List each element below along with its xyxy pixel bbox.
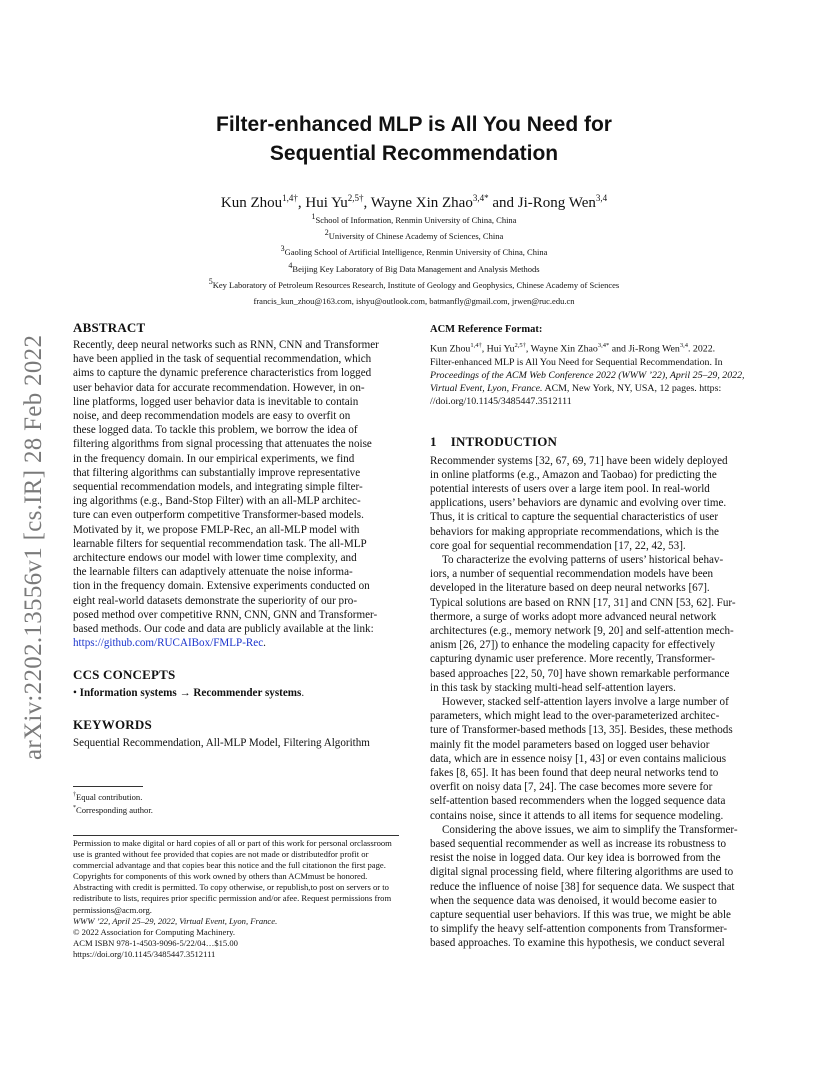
footnote-mark: * <box>73 804 76 811</box>
acm-publisher: ACM, New York, NY, USA, 12 pages. https: <box>542 383 722 395</box>
acm-ref-line: Filter-enhanced MLP is All You Need for Sequential Recommendation. In <box>430 356 723 368</box>
text-line: core goal for sequential recommendation [17, 22, 42, 53]. <box>430 539 686 552</box>
text-line: when the sequence data was denoised, it would become easier to <box>430 894 717 907</box>
text-line: to simplify the heavy self-attention components from Transformer- <box>430 923 728 936</box>
acm-author: , Hui Yu <box>481 343 515 355</box>
text-line: mainly fit the model parameters based on logged user behavior <box>430 738 710 751</box>
section-title: INTRODUCTION <box>450 433 558 449</box>
acm-ref-line[interactable]: //doi.org/10.1145/3485447.3512111 <box>430 396 572 408</box>
text-line: Considering the above issues, we aim to simplify the Transformer- <box>442 823 738 836</box>
ccs-heading: CCS CONCEPTS <box>73 667 176 683</box>
affil-text: Gaoling School of Artificial Intelligence, Renmin University of China, China <box>284 247 548 258</box>
affil-sup: 4 <box>288 260 293 270</box>
author-affil-sup: 3,4* <box>472 193 489 203</box>
intro-paragraph-1 <box>430 454 760 553</box>
text-line: to post on servers or to redistribute to lists, requires prior specific permission and/or a <box>73 882 389 904</box>
affil-sup: 2 <box>324 228 329 238</box>
abstract-body <box>73 338 399 636</box>
affil-sup: 3 <box>280 244 285 254</box>
venue-line: WWW ’22, April 25–29, 2022, Virtual Event, Lyon, France. <box>73 915 278 926</box>
intro-paragraph-3 <box>430 695 760 823</box>
author-name: , Wayne Xin Zhao <box>363 195 473 211</box>
text-line: learnable filters for sequential recommendation task. The all-MLP <box>73 537 367 550</box>
permission-text <box>73 838 403 916</box>
title-line-2: Sequential Recommendation <box>269 142 559 165</box>
text-line: have been applied in the task of sequential recommendation, which <box>73 353 372 366</box>
arxiv-stamp <box>20 300 50 760</box>
acm-ref-line: Proceedings of the ACM Web Conference 2022 (WWW ’22), April 25–29, 2022, <box>430 369 745 381</box>
doi-line[interactable]: https://doi.org/10.1145/3485447.3512111 <box>73 948 216 959</box>
ccs-concepts <box>73 686 399 700</box>
copyright-line: © 2022 Association for Computing Machinery. <box>73 926 236 937</box>
text-line: digital signal processing field, where filtering algorithms are used to <box>430 866 734 879</box>
affiliations <box>0 212 828 309</box>
footnote-mark: † <box>73 792 76 798</box>
text-line: filtering algorithms from signal processing that attenuates the noise <box>73 438 372 451</box>
text-line: Recommender systems [32, 67, 69, 71] have been widely deployed <box>430 454 728 467</box>
text-line: potential interests of users over a large item pool. In real-world <box>430 482 710 495</box>
text-line: parameters, which might lead to the over-parameterized architec- <box>430 710 720 723</box>
text-line: based sequential recommender as well as increase its robustness to <box>430 838 727 850</box>
affil-sup: 1 <box>311 212 316 222</box>
acm-year: . 2022. <box>687 343 716 355</box>
text-line: fee. Request permissions from permissions@acm.org. <box>73 893 392 915</box>
acm-sup: 3,4* <box>597 342 610 350</box>
link-suffix: . <box>263 637 266 650</box>
affil-text: Key Laboratory of Petroleum Resources Research, Institute of Geology and Geophysics, Chinese Academy of Sciences <box>212 279 620 290</box>
text-line: in this task by stacking multi-head self-attention layers. <box>430 681 676 694</box>
text-line: line platforms, logged user behavior data is inevitable to contain <box>73 395 359 408</box>
text-line: posed method over competitive RNN, CNN, GNN and Transformer- <box>73 608 378 621</box>
email-line: francis_kun_zhou@163.com, ishyu@outlook.com, batmanfly@gmail.com, jrwen@ruc.edu.cn <box>253 296 575 307</box>
text-line: applications, users’ behaviors are dynamic and evolving over time. <box>430 497 727 510</box>
text-line: eight real-world datasets demonstrate the superiority of our pro- <box>73 594 358 607</box>
text-line: tion in the frequency domain. Extensive experiments conducted on <box>73 580 370 593</box>
text-line: based methods. Our code and data are publicly available at the link: <box>73 623 374 636</box>
author-name: Kun Zhou <box>220 195 283 211</box>
text-line: overfit on noisy data [7, 24]. The case becomes more severe for <box>430 781 713 794</box>
acm-reference <box>430 339 760 408</box>
acm-author: , Wayne Xin Zhao <box>525 343 598 355</box>
intro-paragraph-4 <box>430 823 760 951</box>
text-line: ture can even outperform competitive Transformer-based models. <box>73 509 364 522</box>
text-line: that filtering algorithms can substantially improve representative <box>73 466 361 479</box>
bullet-icon: • <box>73 687 77 700</box>
footnote-rule <box>73 786 143 787</box>
acm-venue: Virtual Event, Lyon, France. <box>430 383 543 395</box>
text-line: developed in the literature based on deep neural networks [67]. <box>430 582 710 595</box>
text-line: for profit or commercial advantage and that copies bear this notice and the full citation <box>73 849 369 871</box>
text-line: capturing dynamic user preference. More recently, Transformer- <box>430 653 715 666</box>
text-line: ture of Transformer-based methods [13, 35]. Besides, these methods <box>430 724 733 737</box>
paper-title <box>0 110 828 168</box>
affiliation-line <box>0 244 828 260</box>
text-line: aims to capture the dynamic preference characteristics from logged <box>73 367 372 380</box>
author-affil-sup: 1,4† <box>282 193 298 203</box>
author-name: , Hui Yu <box>297 195 348 211</box>
text-line: iors, a number of sequential recommendation models have been <box>430 568 714 581</box>
github-link[interactable]: https://github.com/RUCAIBox/FMLP-Rec <box>73 637 264 650</box>
intro-paragraph-2 <box>430 553 760 695</box>
section-number: 1 <box>430 433 437 449</box>
text-line: ing algorithms (e.g., Band-Stop Filter) with an all-MLP architec- <box>73 495 361 508</box>
abstract-heading: ABSTRACT <box>73 320 146 335</box>
text-line: reduce the influence of noise [38] for sequence data. We suspect that <box>430 880 735 893</box>
text-line: To characterize the evolving patterns of users’ historical behav- <box>442 553 724 566</box>
acm-ref-heading: ACM Reference Format: <box>430 324 543 335</box>
text-line: architectures (e.g., memory network [9, 20] and self-attention mech- <box>430 624 734 637</box>
acm-sup: 3,4 <box>679 342 688 350</box>
footnote-corresponding <box>73 803 403 816</box>
text-line: thermore, a surge of works adopt more advanced neural network <box>430 610 717 623</box>
text-line: self-attention based recommenders when the logged sequence data <box>430 795 726 808</box>
author-affil-sup: 2,5† <box>347 193 364 203</box>
text-line: based approaches. To examine this hypothesis, we conduct several <box>430 937 725 950</box>
permission-block <box>73 838 403 960</box>
author-affil-sup: 3,4 <box>595 193 608 203</box>
text-line: in the frequency domain. In our empirical experiments, we find <box>73 452 355 465</box>
text-line: However, stacked self-attention layers involve a large number of <box>442 695 729 708</box>
text-line: on the first page. Copyrights for components of this work owned by others than ACM <box>73 860 386 882</box>
title-line-1: Filter-enhanced MLP is All You Need for <box>216 113 612 136</box>
text-line: anism [26, 27]) to enhance the modeling capacity for effectively <box>430 639 716 652</box>
affiliation-line <box>0 228 828 244</box>
text-line: capture sequential user behaviors. If this was true, we might be able <box>430 909 731 922</box>
affil-text: University of Chinese Academy of Sciences, China <box>328 231 504 242</box>
text-line: resist the noise in logged data. Our key idea is borrowed from the <box>430 852 721 865</box>
acm-ref-line <box>430 339 760 356</box>
footnote-text: Corresponding author. <box>76 804 153 815</box>
ccs-item: Information systems → Recommender systems <box>79 687 302 700</box>
left-column <box>73 320 399 750</box>
footnote-equal <box>73 790 403 803</box>
text-line: Thus, it is critical to capture the sequential characteristics of user <box>430 511 719 524</box>
author-name: and Ji-Rong Wen <box>488 195 596 211</box>
acm-sup: 1,4† <box>470 342 482 350</box>
author-list <box>0 194 828 212</box>
text-line: these logged data. To tackle this problem, we borrow the idea of <box>73 424 358 437</box>
intro-heading <box>430 434 760 450</box>
text-line: Typical solutions are based on RNN [17, 31] and CNN [53, 62]. Fur- <box>430 596 736 609</box>
keywords-heading: KEYWORDS <box>73 716 152 732</box>
affil-text: School of Information, Renmin University of China, China <box>315 215 517 225</box>
text-line: behaviors for making appropriate recommendations, which is the <box>430 525 719 538</box>
keywords-text: Sequential Recommendation, All-MLP Model, Filtering Algorithm <box>73 736 370 749</box>
acm-sup: 2,5† <box>514 342 526 350</box>
text-line: noise, and deep recommendation models are easy to overfit on <box>73 410 351 423</box>
affiliation-line <box>0 277 828 293</box>
text-line: user behavior data for accurate recommendation. However, in on- <box>73 381 365 394</box>
acm-author: Kun Zhou <box>430 343 471 355</box>
text-line: Recently, deep neural networks such as RNN, CNN and Transformer <box>73 339 379 351</box>
footnote-text: Equal contribution. <box>76 791 143 802</box>
permission-rule <box>73 835 399 836</box>
arxiv-stamp-text: arXiv:2202.13556v1 [cs.IR] 28 Feb 2022 <box>20 334 47 760</box>
text-line: data, which are in essence noisy [1, 43] or even contains malicious <box>430 752 727 765</box>
text-line: classroom use is granted without fee provided that copies are not made or distributed <box>73 838 392 860</box>
text-line: based approaches [22, 50, 70] have shown remarkable performance <box>430 667 730 680</box>
text-line: Permission to make digital or hard copies of all or part of this work for personal or <box>73 838 358 848</box>
right-column <box>430 323 760 951</box>
text-line: Motivated by it, we propose FMLP-Rec, an all-MLP model with <box>73 523 360 536</box>
affil-text: Beijing Key Laboratory of Big Data Management and Analysis Methods <box>292 263 540 274</box>
text-line: contains noise, since it attends to all items for sequence modeling. <box>430 809 724 822</box>
acm-author: and Ji-Rong Wen <box>609 343 680 355</box>
acm-ref-line <box>430 382 760 395</box>
affil-sup: 5 <box>208 276 213 286</box>
abstract-link-line <box>73 636 399 650</box>
text-line: sequential recommendation models, and integrating simple filter- <box>73 481 363 494</box>
text-line: fakes [8, 65]. It has been found that deep neural networks tend to <box>430 766 719 779</box>
affiliation-line <box>0 212 828 228</box>
ccs-suffix: . <box>301 687 305 700</box>
affiliation-line <box>0 261 828 277</box>
text-line: the learnable filters can adaptively attenuate the noise informa- <box>73 566 353 579</box>
isbn-line: ACM ISBN 978-1-4503-9096-5/22/04…$15.00 <box>73 937 238 948</box>
text-line: must be honored. Abstracting with credit is permitted. To copy otherwise, or republish, <box>73 871 368 893</box>
text-line: architecture endows our model with lower time complexity, and <box>73 552 357 565</box>
footnotes <box>73 790 403 816</box>
text-line: in online platforms (e.g., Amazon and Taobao) for predicting the <box>430 468 717 481</box>
